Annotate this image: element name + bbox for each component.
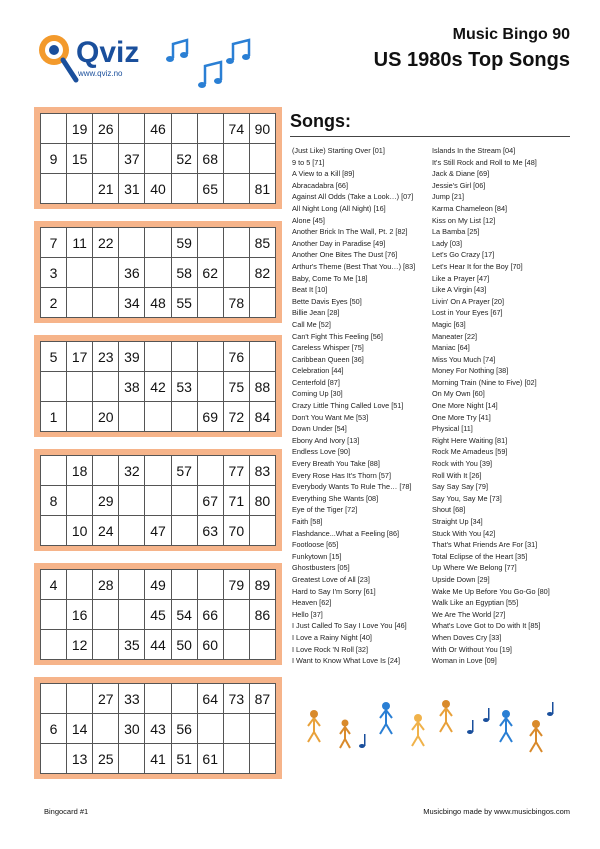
bingo-cell: 25 bbox=[93, 744, 119, 774]
songs-heading: Songs: bbox=[290, 111, 351, 131]
bingo-cell: 22 bbox=[93, 228, 119, 258]
bingo-cell bbox=[67, 684, 93, 714]
song-item: Another Day in Paradise [49] bbox=[292, 238, 386, 248]
song-item: Wake Me Up Before You Go-Go [80] bbox=[432, 586, 550, 596]
bingo-cell: 46 bbox=[145, 114, 171, 144]
bingo-cell: 72 bbox=[223, 402, 249, 432]
song-item: Abracadabra [66] bbox=[292, 180, 348, 190]
bingo-cell: 21 bbox=[93, 174, 119, 204]
bingo-grid bbox=[40, 683, 276, 774]
bingo-cell: 18 bbox=[67, 456, 93, 486]
bingo-cell: 90 bbox=[249, 114, 275, 144]
bingo-cell: 7 bbox=[41, 228, 67, 258]
bingo-cell: 39 bbox=[119, 342, 145, 372]
song-item: Say Say Say [79] bbox=[432, 482, 488, 492]
song-item: Jump [21] bbox=[432, 192, 465, 202]
bingo-grid bbox=[40, 455, 276, 546]
bingo-cell: 60 bbox=[197, 630, 223, 660]
bingo-cell bbox=[197, 372, 223, 402]
bingo-row bbox=[41, 486, 276, 516]
credit-text: Musicbingo made by www.musicbingos.com bbox=[423, 807, 570, 816]
bingo-row bbox=[41, 714, 276, 744]
bingo-cell bbox=[171, 570, 197, 600]
bingo-cell: 33 bbox=[119, 684, 145, 714]
bingo-cell bbox=[93, 144, 119, 174]
song-item: On My Own [60] bbox=[432, 389, 485, 399]
bingo-cell bbox=[171, 402, 197, 432]
bingo-cell bbox=[119, 600, 145, 630]
bingo-cell bbox=[145, 402, 171, 432]
bingo-cell bbox=[145, 486, 171, 516]
bingo-cell: 62 bbox=[197, 258, 223, 288]
bingo-cell: 89 bbox=[249, 570, 275, 600]
song-item: One More Night [14] bbox=[432, 401, 498, 411]
bingo-cell: 36 bbox=[119, 258, 145, 288]
bingo-cell bbox=[197, 228, 223, 258]
bingo-row bbox=[41, 288, 276, 318]
bingo-cell: 34 bbox=[119, 288, 145, 318]
song-item: Centerfold [87] bbox=[292, 377, 340, 387]
bingo-cell: 47 bbox=[145, 516, 171, 546]
song-item: Physical [11] bbox=[432, 424, 473, 434]
song-item: Miss You Much [74] bbox=[432, 354, 496, 364]
song-item: Baby, Come To Me [18] bbox=[292, 273, 368, 283]
bingo-cell bbox=[119, 570, 145, 600]
song-item: It's Still Rock and Roll to Me [48] bbox=[432, 157, 537, 167]
song-item: A View to a Kill [89] bbox=[292, 169, 355, 179]
bingo-cell: 20 bbox=[93, 402, 119, 432]
bingo-cell: 80 bbox=[249, 486, 275, 516]
song-item: Faith [58] bbox=[292, 517, 323, 526]
song-item: Coming Up [30] bbox=[292, 389, 343, 399]
song-item: Everything She Wants [08] bbox=[292, 493, 379, 503]
song-item: Crazy Little Thing Called Love [51] bbox=[292, 401, 404, 411]
bingo-cell bbox=[223, 600, 249, 630]
bingo-cell: 11 bbox=[67, 228, 93, 258]
bingo-cell: 85 bbox=[249, 228, 275, 258]
bingocard-number: Bingocard #1 bbox=[44, 807, 89, 816]
bingo-cell: 38 bbox=[119, 372, 145, 402]
bingo-cell bbox=[171, 342, 197, 372]
bingo-cell: 76 bbox=[223, 342, 249, 372]
bingo-cell bbox=[119, 486, 145, 516]
bingo-cell: 2 bbox=[41, 288, 67, 318]
music-notes-icon bbox=[165, 36, 265, 96]
bingo-cell bbox=[145, 342, 171, 372]
bingo-cell bbox=[171, 684, 197, 714]
bingo-cell: 3 bbox=[41, 258, 67, 288]
song-item: That's What Friends Are For [31] bbox=[432, 540, 538, 550]
song-item: Like a Prayer [47] bbox=[432, 273, 490, 283]
song-item: Caribbean Queen [36] bbox=[292, 354, 364, 364]
songs-list-column-2 bbox=[432, 145, 572, 667]
bingo-cell: 45 bbox=[145, 600, 171, 630]
song-item: Upside Down [29] bbox=[432, 574, 490, 584]
song-item: When Doves Cry [33] bbox=[432, 632, 502, 642]
bingo-cell bbox=[119, 114, 145, 144]
bingo-row bbox=[41, 228, 276, 258]
bingo-cell bbox=[119, 744, 145, 774]
bingo-row bbox=[41, 456, 276, 486]
bingo-cell bbox=[249, 288, 275, 318]
bingo-cell bbox=[197, 456, 223, 486]
bingo-cell bbox=[119, 228, 145, 258]
bingo-cell: 40 bbox=[145, 174, 171, 204]
bingo-cell: 55 bbox=[171, 288, 197, 318]
song-item: Endless Love [90] bbox=[292, 447, 351, 457]
bingo-cell bbox=[197, 570, 223, 600]
song-item: Call Me [52] bbox=[292, 319, 331, 329]
bingo-grid bbox=[40, 341, 276, 432]
bingo-row bbox=[41, 600, 276, 630]
bingo-cell bbox=[145, 684, 171, 714]
bingo-cell bbox=[145, 456, 171, 486]
song-item: 9 to 5 [71] bbox=[292, 157, 325, 167]
bingo-cell: 75 bbox=[223, 372, 249, 402]
bingo-cell: 8 bbox=[41, 486, 67, 516]
song-item: Woman in Love [09] bbox=[432, 656, 497, 666]
bingo-cell bbox=[197, 288, 223, 318]
bingo-cell bbox=[197, 342, 223, 372]
song-item: Celebration [44] bbox=[292, 366, 344, 376]
bingo-cell: 30 bbox=[119, 714, 145, 744]
bingo-cell: 14 bbox=[67, 714, 93, 744]
bingo-cell bbox=[41, 744, 67, 774]
bingo-cell: 52 bbox=[171, 144, 197, 174]
bingo-cell: 56 bbox=[171, 714, 197, 744]
bingo-cell: 26 bbox=[93, 114, 119, 144]
bingo-cell bbox=[67, 402, 93, 432]
song-item: Lost in Your Eyes [67] bbox=[432, 308, 503, 318]
logo-brand: Qviz bbox=[76, 36, 140, 69]
song-item: (Just Like) Starting Over [01] bbox=[292, 146, 385, 155]
bingo-cell bbox=[197, 714, 223, 744]
bingo-cell bbox=[119, 402, 145, 432]
bingo-cell: 84 bbox=[249, 402, 275, 432]
bingo-cell bbox=[249, 342, 275, 372]
bingo-cell: 6 bbox=[41, 714, 67, 744]
song-item: Don't You Want Me [53] bbox=[292, 412, 369, 422]
song-item: Eye of the Tiger [72] bbox=[292, 505, 358, 515]
song-item: Arthur's Theme (Best That You…) [83] bbox=[292, 261, 416, 271]
song-item: Right Here Waiting [81] bbox=[432, 435, 508, 445]
song-item: Flashdance...What a Feeling [86] bbox=[292, 528, 400, 538]
song-item: La Bamba [25] bbox=[432, 227, 480, 237]
bingo-grid bbox=[40, 227, 276, 318]
song-item: Everybody Wants To Rule The… [78] bbox=[292, 482, 412, 492]
song-item: Karma Chameleon [84] bbox=[432, 203, 508, 213]
song-item: Jessie's Girl [06] bbox=[432, 180, 486, 190]
song-item: Careless Whisper [75] bbox=[292, 343, 364, 353]
page-header bbox=[374, 25, 570, 73]
song-item: Heaven [62] bbox=[292, 598, 332, 608]
song-item: Can't Fight This Feeling [56] bbox=[292, 331, 383, 341]
bingo-cell: 86 bbox=[249, 600, 275, 630]
bingo-cell: 78 bbox=[223, 288, 249, 318]
bingo-cell bbox=[41, 372, 67, 402]
bingo-cell bbox=[249, 744, 275, 774]
bingo-cell: 44 bbox=[145, 630, 171, 660]
bingo-cell bbox=[93, 288, 119, 318]
songs-list-column-1 bbox=[292, 145, 430, 667]
bingo-cell bbox=[41, 600, 67, 630]
song-item: Let's Hear It for the Boy [70] bbox=[432, 261, 523, 271]
song-item: Another One Bites The Dust [76] bbox=[292, 250, 398, 260]
song-item: All Night Long (All Night) [16] bbox=[292, 203, 386, 213]
song-item: Hello [37] bbox=[292, 609, 323, 619]
song-item: Against All Odds (Take a Look…) [07] bbox=[292, 192, 414, 202]
song-item: Beat It [10] bbox=[292, 285, 328, 295]
bingo-cell: 57 bbox=[171, 456, 197, 486]
song-item: Lady [03] bbox=[432, 238, 463, 248]
bingo-cell bbox=[67, 372, 93, 402]
bingo-cell: 73 bbox=[223, 684, 249, 714]
song-item: Another Brick In The Wall, Pt. 2 [82] bbox=[292, 227, 408, 237]
bingo-card bbox=[34, 221, 282, 323]
song-item: Every Breath You Take [88] bbox=[292, 459, 380, 469]
bingo-cell: 23 bbox=[93, 342, 119, 372]
bingo-cell: 83 bbox=[249, 456, 275, 486]
bingo-card bbox=[34, 335, 282, 437]
bingo-cell bbox=[223, 258, 249, 288]
song-item: Stuck With You [42] bbox=[432, 528, 496, 538]
bingo-row bbox=[41, 372, 276, 402]
song-item: Bette Davis Eyes [50] bbox=[292, 296, 362, 306]
song-item: With Or Without You [19] bbox=[432, 644, 512, 654]
song-item: Roll With It [26] bbox=[432, 470, 482, 480]
bingo-cell: 74 bbox=[223, 114, 249, 144]
bingo-cell bbox=[171, 516, 197, 546]
song-item: Total Eclipse of the Heart [35] bbox=[432, 551, 528, 561]
bingo-cell bbox=[67, 288, 93, 318]
song-item: Greatest Love of All [23] bbox=[292, 574, 370, 584]
header-game-title: Music Bingo 90 bbox=[452, 26, 570, 43]
bingo-cell: 65 bbox=[197, 174, 223, 204]
bingo-cell bbox=[93, 630, 119, 660]
song-item: Morning Train (Nine to Five) [02] bbox=[432, 377, 537, 387]
song-item: Alone [45] bbox=[292, 215, 325, 225]
bingo-cell bbox=[249, 630, 275, 660]
bingo-card bbox=[34, 563, 282, 665]
bingo-cell: 24 bbox=[93, 516, 119, 546]
bingo-cell bbox=[41, 630, 67, 660]
bingo-cell: 29 bbox=[93, 486, 119, 516]
song-item: Billie Jean [28] bbox=[292, 308, 340, 318]
bingo-cell bbox=[223, 744, 249, 774]
bingo-cell bbox=[93, 714, 119, 744]
bingo-cell: 1 bbox=[41, 402, 67, 432]
bingo-cell: 59 bbox=[171, 228, 197, 258]
song-item: I Want to Know What Love Is [24] bbox=[292, 656, 401, 666]
song-item: I Just Called To Say I Love You [46] bbox=[292, 621, 407, 631]
bingo-cell: 87 bbox=[249, 684, 275, 714]
bingo-cell: 10 bbox=[67, 516, 93, 546]
bingo-cell: 43 bbox=[145, 714, 171, 744]
bingo-cell: 82 bbox=[249, 258, 275, 288]
bingo-cell bbox=[171, 174, 197, 204]
song-item: Ebony And Ivory [13] bbox=[292, 435, 360, 445]
bingo-row bbox=[41, 684, 276, 714]
bingo-cell bbox=[223, 174, 249, 204]
bingo-row bbox=[41, 744, 276, 774]
bingo-cell: 51 bbox=[171, 744, 197, 774]
bingo-cell: 53 bbox=[171, 372, 197, 402]
song-item: Footloose [65] bbox=[292, 540, 339, 550]
bingo-cell: 13 bbox=[67, 744, 93, 774]
bingo-cell: 81 bbox=[249, 174, 275, 204]
bingo-cell: 88 bbox=[249, 372, 275, 402]
song-item: Money For Nothing [38] bbox=[432, 366, 509, 376]
bingo-cell bbox=[93, 456, 119, 486]
bingo-row bbox=[41, 258, 276, 288]
bingo-cell bbox=[145, 258, 171, 288]
song-item: What's Love Got to Do with It [85] bbox=[432, 621, 541, 631]
song-item: Shout [68] bbox=[432, 505, 466, 515]
song-item: Ghostbusters [05] bbox=[292, 563, 350, 573]
song-item: Kiss on My List [12] bbox=[432, 215, 496, 225]
bingo-grid bbox=[40, 113, 276, 204]
bingo-cell bbox=[249, 144, 275, 174]
bingo-row bbox=[41, 630, 276, 660]
bingo-cell: 32 bbox=[119, 456, 145, 486]
bingo-cell: 68 bbox=[197, 144, 223, 174]
song-item: One More Try [41] bbox=[432, 412, 491, 422]
bingo-cell: 12 bbox=[67, 630, 93, 660]
bingo-row bbox=[41, 570, 276, 600]
dancing-figures-icon bbox=[300, 696, 560, 762]
songs-divider bbox=[290, 136, 570, 137]
qviz-logo bbox=[36, 30, 146, 96]
bingo-row bbox=[41, 144, 276, 174]
song-item: Up Where We Belong [77] bbox=[432, 563, 517, 573]
bingo-cell: 31 bbox=[119, 174, 145, 204]
bingo-cell: 71 bbox=[223, 486, 249, 516]
bingo-cell: 63 bbox=[197, 516, 223, 546]
bingo-cell bbox=[93, 600, 119, 630]
song-item: Maniac [64] bbox=[432, 343, 470, 353]
song-item: Funkytown [15] bbox=[292, 551, 342, 561]
song-item: Livin' On A Prayer [20] bbox=[432, 296, 504, 306]
song-item: Straight Up [34] bbox=[432, 517, 483, 526]
bingo-cell bbox=[67, 174, 93, 204]
song-item: Let's Go Crazy [17] bbox=[432, 250, 495, 260]
bingo-cell bbox=[41, 516, 67, 546]
bingo-row bbox=[41, 174, 276, 204]
bingo-cell bbox=[119, 516, 145, 546]
bingo-cell: 67 bbox=[197, 486, 223, 516]
song-item: Walk Like an Egyptian [55] bbox=[432, 598, 519, 608]
bingo-cell: 50 bbox=[171, 630, 197, 660]
bingo-cell bbox=[145, 228, 171, 258]
bingo-cell: 19 bbox=[67, 114, 93, 144]
bingo-cell: 79 bbox=[223, 570, 249, 600]
bingo-row bbox=[41, 114, 276, 144]
bingo-cell bbox=[93, 258, 119, 288]
bingo-cell: 5 bbox=[41, 342, 67, 372]
bingo-cell: 49 bbox=[145, 570, 171, 600]
bingo-cell bbox=[171, 486, 197, 516]
bingo-cell: 15 bbox=[67, 144, 93, 174]
bingo-cell bbox=[171, 114, 197, 144]
song-item: We Are The World [27] bbox=[432, 609, 506, 619]
bingo-cell: 17 bbox=[67, 342, 93, 372]
song-item: Rock Me Amadeus [59] bbox=[432, 447, 508, 457]
bingo-cell: 9 bbox=[41, 144, 67, 174]
bingo-cell: 16 bbox=[67, 600, 93, 630]
bingo-cell: 41 bbox=[145, 744, 171, 774]
bingo-card bbox=[34, 107, 282, 209]
bingo-cell bbox=[223, 144, 249, 174]
song-item: Jack & Diane [69] bbox=[432, 169, 490, 179]
song-item: Say You, Say Me [73] bbox=[432, 493, 502, 503]
bingo-cell: 61 bbox=[197, 744, 223, 774]
song-item: Every Rose Has It's Thorn [57] bbox=[292, 470, 391, 480]
song-item: I Love Rock 'N Roll [32] bbox=[292, 644, 369, 654]
bingo-cell bbox=[223, 228, 249, 258]
song-item: Rock with You [39] bbox=[432, 459, 493, 469]
bingo-cell: 64 bbox=[197, 684, 223, 714]
logo-url: www.qviz.no bbox=[78, 69, 123, 78]
bingo-cell: 77 bbox=[223, 456, 249, 486]
bingo-cell bbox=[41, 684, 67, 714]
bingo-cell bbox=[249, 516, 275, 546]
bingo-cards bbox=[34, 107, 282, 791]
bingo-cell bbox=[197, 114, 223, 144]
bingo-cell bbox=[67, 570, 93, 600]
bingo-cell bbox=[67, 258, 93, 288]
song-item: Hard to Say I'm Sorry [61] bbox=[292, 586, 376, 596]
bingo-cell: 70 bbox=[223, 516, 249, 546]
bingo-cell bbox=[223, 714, 249, 744]
bingo-cell bbox=[145, 144, 171, 174]
bingo-cell: 28 bbox=[93, 570, 119, 600]
header-theme-title: US 1980s Top Songs bbox=[373, 49, 570, 71]
bingo-cell: 58 bbox=[171, 258, 197, 288]
song-item: Like A Virgin [43] bbox=[432, 285, 487, 295]
bingo-cell: 27 bbox=[93, 684, 119, 714]
bingo-grid bbox=[40, 569, 276, 660]
bingo-cell bbox=[249, 714, 275, 744]
bingo-card bbox=[34, 449, 282, 551]
bingo-cell: 37 bbox=[119, 144, 145, 174]
bingo-cell: 42 bbox=[145, 372, 171, 402]
bingo-cell bbox=[93, 372, 119, 402]
bingo-row bbox=[41, 402, 276, 432]
bingo-cell: 4 bbox=[41, 570, 67, 600]
bingo-cell bbox=[41, 114, 67, 144]
bingo-cell: 66 bbox=[197, 600, 223, 630]
song-item: I Love a Rainy Night [40] bbox=[292, 632, 372, 642]
bingo-card bbox=[34, 677, 282, 779]
bingo-cell: 69 bbox=[197, 402, 223, 432]
bingo-cell bbox=[67, 486, 93, 516]
bingo-row bbox=[41, 516, 276, 546]
song-item: Islands In the Stream [04] bbox=[432, 146, 516, 155]
song-item: Magic [63] bbox=[432, 319, 466, 329]
bingo-cell: 48 bbox=[145, 288, 171, 318]
song-item: Maneater [22] bbox=[432, 331, 478, 341]
song-item: Down Under [54] bbox=[292, 424, 347, 434]
bingo-cell: 35 bbox=[119, 630, 145, 660]
bingo-cell bbox=[41, 456, 67, 486]
bingo-cell bbox=[223, 630, 249, 660]
bingo-row bbox=[41, 342, 276, 372]
bingo-cell: 54 bbox=[171, 600, 197, 630]
bingo-cell bbox=[41, 174, 67, 204]
